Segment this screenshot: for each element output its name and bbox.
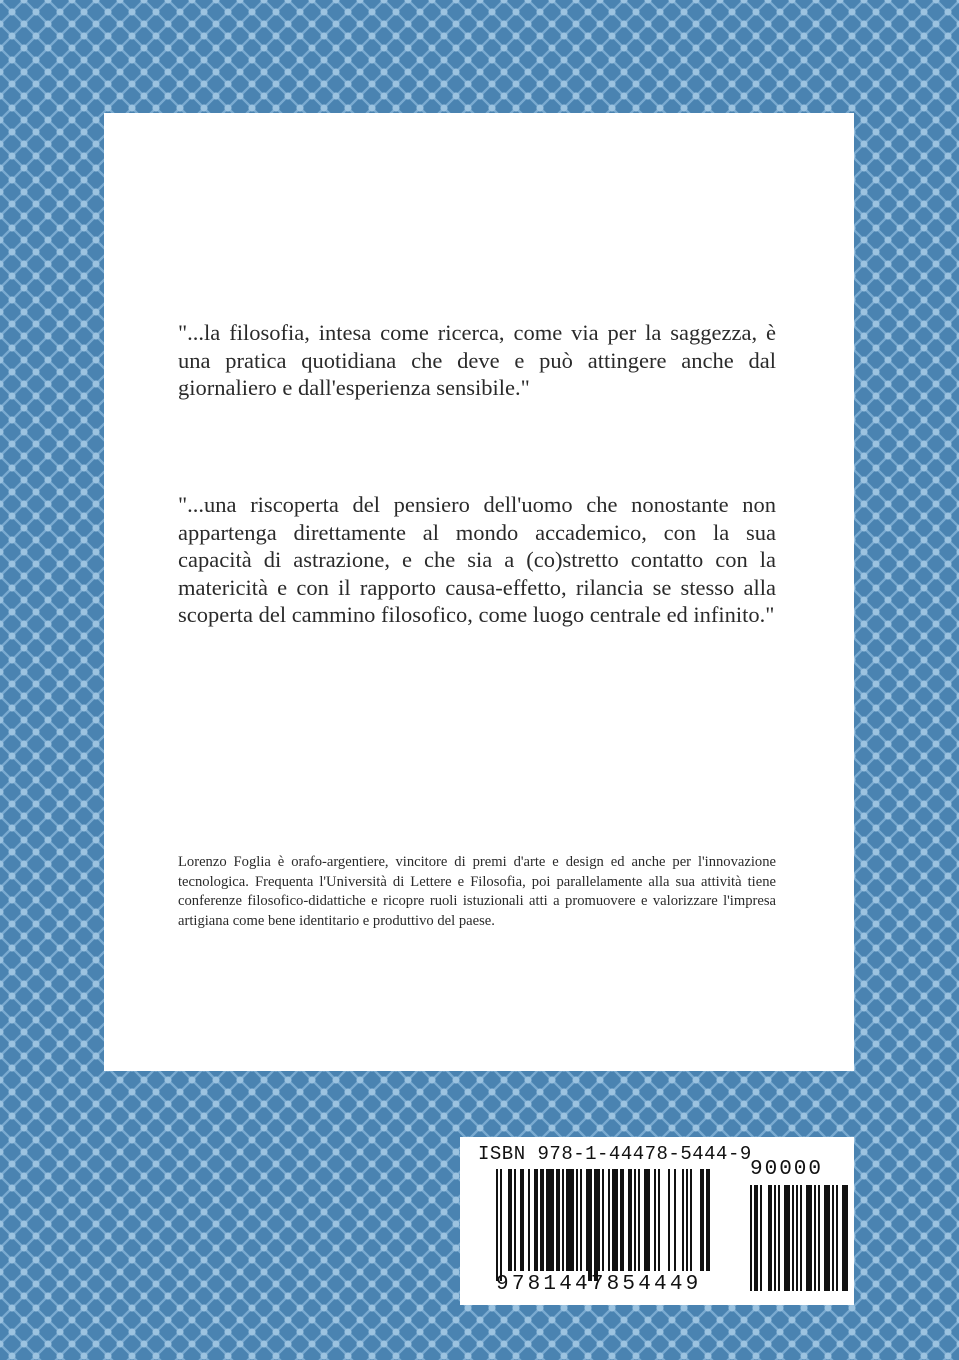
barcode-bar	[800, 1185, 802, 1291]
back-cover-panel	[104, 113, 854, 1071]
ean-first-digit: 9	[496, 1273, 512, 1296]
barcode-bar	[510, 1169, 512, 1271]
barcode-bar	[546, 1169, 548, 1271]
barcode-bar	[784, 1185, 786, 1291]
barcode-bar	[572, 1169, 574, 1271]
barcode-bar	[594, 1169, 596, 1281]
barcode-bar	[832, 1185, 834, 1291]
barcode-bar	[786, 1185, 788, 1291]
barcode-bar	[842, 1185, 844, 1291]
barcode-bar	[602, 1169, 604, 1271]
barcode-bar	[788, 1185, 790, 1291]
barcode-bar	[810, 1185, 812, 1291]
barcode-bar	[548, 1169, 550, 1271]
barcode-bar	[562, 1169, 564, 1271]
barcode-bar	[808, 1185, 810, 1291]
barcode-bar	[690, 1169, 692, 1271]
barcode-bar	[818, 1185, 820, 1291]
barcode-bar	[754, 1185, 756, 1291]
isbn-label: ISBN 978-1-44478-5444-9	[478, 1143, 752, 1165]
barcode-bar	[496, 1169, 498, 1281]
barcode-bar	[598, 1169, 600, 1271]
barcode-bar	[844, 1185, 846, 1291]
quote-second: "...una riscoperta del pensiero dell'uomo che nonostante non appartenga direttamente al mondo accademico, con la sua capacità di astrazione, e che sia a (co)stretto contatto con la matericità e con il rapporto causa-effetto, rilancia se stesso alla scoperta del cammino filosofico, come luogo centrale ed infinito."	[178, 492, 776, 627]
barcode-bar	[674, 1169, 676, 1271]
barcode-bar	[646, 1169, 648, 1271]
barcode-bar	[708, 1169, 710, 1271]
barcode-bar	[622, 1169, 624, 1271]
barcode-bar	[558, 1169, 560, 1271]
barcode-bar	[568, 1169, 570, 1271]
barcode-bar	[814, 1185, 816, 1291]
barcode-bar	[580, 1169, 582, 1271]
barcode-bar	[778, 1185, 780, 1291]
barcode-bar	[566, 1169, 568, 1271]
barcode-bar	[590, 1169, 592, 1281]
addon-digits: 90000	[750, 1158, 824, 1181]
barcode-bar	[658, 1169, 660, 1271]
barcode-bar	[828, 1185, 830, 1291]
barcode-bar	[706, 1169, 708, 1271]
barcode-bar	[528, 1169, 530, 1271]
barcode-bar	[550, 1169, 552, 1271]
barcode-bar	[774, 1185, 776, 1291]
barcode-bar	[536, 1169, 538, 1271]
barcode-bar	[540, 1169, 542, 1271]
ean-digits	[496, 1273, 701, 1296]
barcode-bar	[614, 1169, 616, 1271]
barcode-bar	[508, 1169, 510, 1271]
barcode-bar	[514, 1169, 516, 1271]
barcode-bar	[534, 1169, 536, 1271]
barcode-bar	[806, 1185, 808, 1291]
barcode-bar	[556, 1169, 558, 1271]
barcode-bar	[796, 1185, 798, 1291]
barcode-bar	[756, 1185, 758, 1291]
barcode-bar	[648, 1169, 650, 1271]
barcode-bar	[668, 1169, 670, 1271]
barcode-bar	[824, 1185, 826, 1291]
barcode-bar	[570, 1169, 572, 1271]
barcode-bar	[612, 1169, 614, 1271]
quote-first: "...la filosofia, intesa come ricerca, come via per la saggezza, è una pratica quotidiana che deve e può attingere anche dal giornaliero e dall'esperienza sensibile."	[178, 320, 776, 400]
barcode-bar	[792, 1185, 794, 1291]
barcode-bar	[702, 1169, 704, 1271]
barcode-bar	[760, 1185, 762, 1291]
barcode-bar	[552, 1169, 554, 1271]
barcode-bar	[836, 1185, 838, 1291]
barcode-bar	[644, 1169, 646, 1271]
barcode-bar	[826, 1185, 828, 1291]
author-bio: Lorenzo Foglia è orafo-argentiere, vincitore di premi d'arte e design ed anche per l'innovazione tecnologica. Frequenta l'Università di Lettere e Filosofia, poi parallelamente alla sua attività tiene conferenze filosofico-didattiche e ricopre ruoli istuzionali atti a promuovere e valorizzare l'impresa artigiana come bene identitario e produttivo del paese.	[178, 854, 776, 929]
barcode-bar	[522, 1169, 524, 1271]
barcode-bar	[520, 1169, 522, 1271]
barcode-bar	[682, 1169, 684, 1271]
barcode-bar	[770, 1185, 772, 1291]
barcode-bar	[638, 1169, 640, 1271]
barcode-bar	[576, 1169, 578, 1271]
barcode-bar	[586, 1169, 588, 1271]
barcode-bar	[620, 1169, 622, 1271]
barcode-bar	[596, 1169, 598, 1281]
barcode-box	[460, 1137, 854, 1305]
barcode-bar	[686, 1169, 688, 1271]
barcode-bar	[768, 1185, 770, 1291]
barcode-bar	[630, 1169, 632, 1271]
barcode-bar	[634, 1169, 636, 1271]
barcode-bar	[588, 1169, 590, 1281]
barcode-bar	[700, 1169, 702, 1271]
barcode-bar	[750, 1185, 752, 1291]
barcode-bar	[608, 1169, 610, 1271]
barcode-bar	[500, 1169, 502, 1281]
barcode-bar	[542, 1169, 544, 1271]
barcode-bar	[846, 1185, 848, 1291]
barcode-bar	[654, 1169, 656, 1271]
barcode-bar	[628, 1169, 630, 1271]
ean-rest-digits: 781447854449	[511, 1273, 702, 1296]
barcode-bar	[616, 1169, 618, 1271]
